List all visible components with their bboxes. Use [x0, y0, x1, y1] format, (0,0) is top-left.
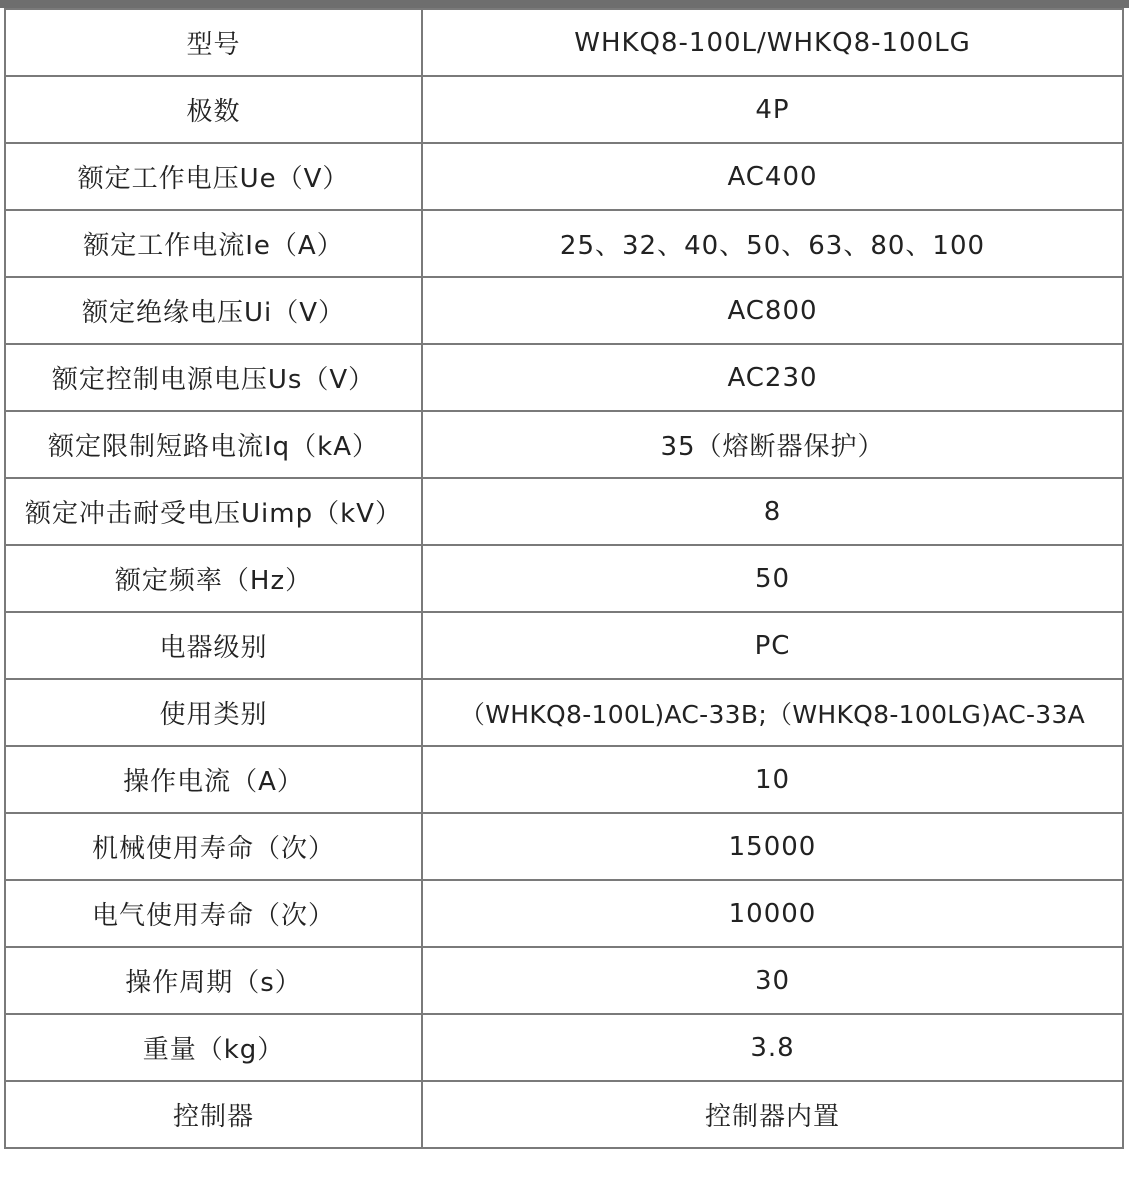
row-label: 型号 — [5, 9, 422, 76]
row-label: 额定限制短路电流Iq（kA） — [5, 411, 422, 478]
row-value: 30 — [422, 947, 1123, 1014]
table-row — [5, 612, 1123, 679]
row-label: 电气使用寿命（次） — [5, 880, 422, 947]
row-label: 额定工作电压Ue（V） — [5, 143, 422, 210]
row-label: 额定频率（Hz） — [5, 545, 422, 612]
table-row — [5, 1081, 1123, 1148]
row-value: 10000 — [422, 880, 1123, 947]
table-row — [5, 880, 1123, 947]
table-row — [5, 545, 1123, 612]
table-row — [5, 143, 1123, 210]
table-row — [5, 947, 1123, 1014]
table-row — [5, 9, 1123, 76]
row-value: 控制器内置 — [422, 1081, 1123, 1148]
row-label: 电器级别 — [5, 612, 422, 679]
row-value: （WHKQ8-100L)AC-33B;（WHKQ8-100LG)AC-33A — [422, 679, 1123, 746]
row-label: 额定工作电流Ie（A） — [5, 210, 422, 277]
row-label: 机械使用寿命（次） — [5, 813, 422, 880]
row-value: PC — [422, 612, 1123, 679]
row-label: 使用类别 — [5, 679, 422, 746]
row-value: WHKQ8-100L/WHKQ8-100LG — [422, 9, 1123, 76]
row-label: 额定绝缘电压Ui（V） — [5, 277, 422, 344]
row-value: 50 — [422, 545, 1123, 612]
row-value: 4P — [422, 76, 1123, 143]
row-value: 8 — [422, 478, 1123, 545]
table-row — [5, 746, 1123, 813]
table-row — [5, 679, 1123, 746]
top-border-bar — [0, 0, 1129, 8]
table-row — [5, 76, 1123, 143]
row-label: 额定控制电源电压Us（V） — [5, 344, 422, 411]
row-value: 10 — [422, 746, 1123, 813]
table-row — [5, 344, 1123, 411]
row-label: 重量（kg） — [5, 1014, 422, 1081]
row-label: 控制器 — [5, 1081, 422, 1148]
row-value: 15000 — [422, 813, 1123, 880]
spec-table — [4, 8, 1124, 1149]
table-row — [5, 1014, 1123, 1081]
row-value: 25、32、40、50、63、80、100 — [422, 210, 1123, 277]
table-row — [5, 478, 1123, 545]
row-value: AC230 — [422, 344, 1123, 411]
row-value: 3.8 — [422, 1014, 1123, 1081]
row-label: 操作电流（A） — [5, 746, 422, 813]
row-value: 35（熔断器保护） — [422, 411, 1123, 478]
table-row — [5, 813, 1123, 880]
row-value: AC400 — [422, 143, 1123, 210]
row-label: 额定冲击耐受电压Uimp（kV） — [5, 478, 422, 545]
row-label: 操作周期（s） — [5, 947, 422, 1014]
row-label: 极数 — [5, 76, 422, 143]
row-value: AC800 — [422, 277, 1123, 344]
table-row — [5, 210, 1123, 277]
table-row — [5, 277, 1123, 344]
table-row — [5, 411, 1123, 478]
